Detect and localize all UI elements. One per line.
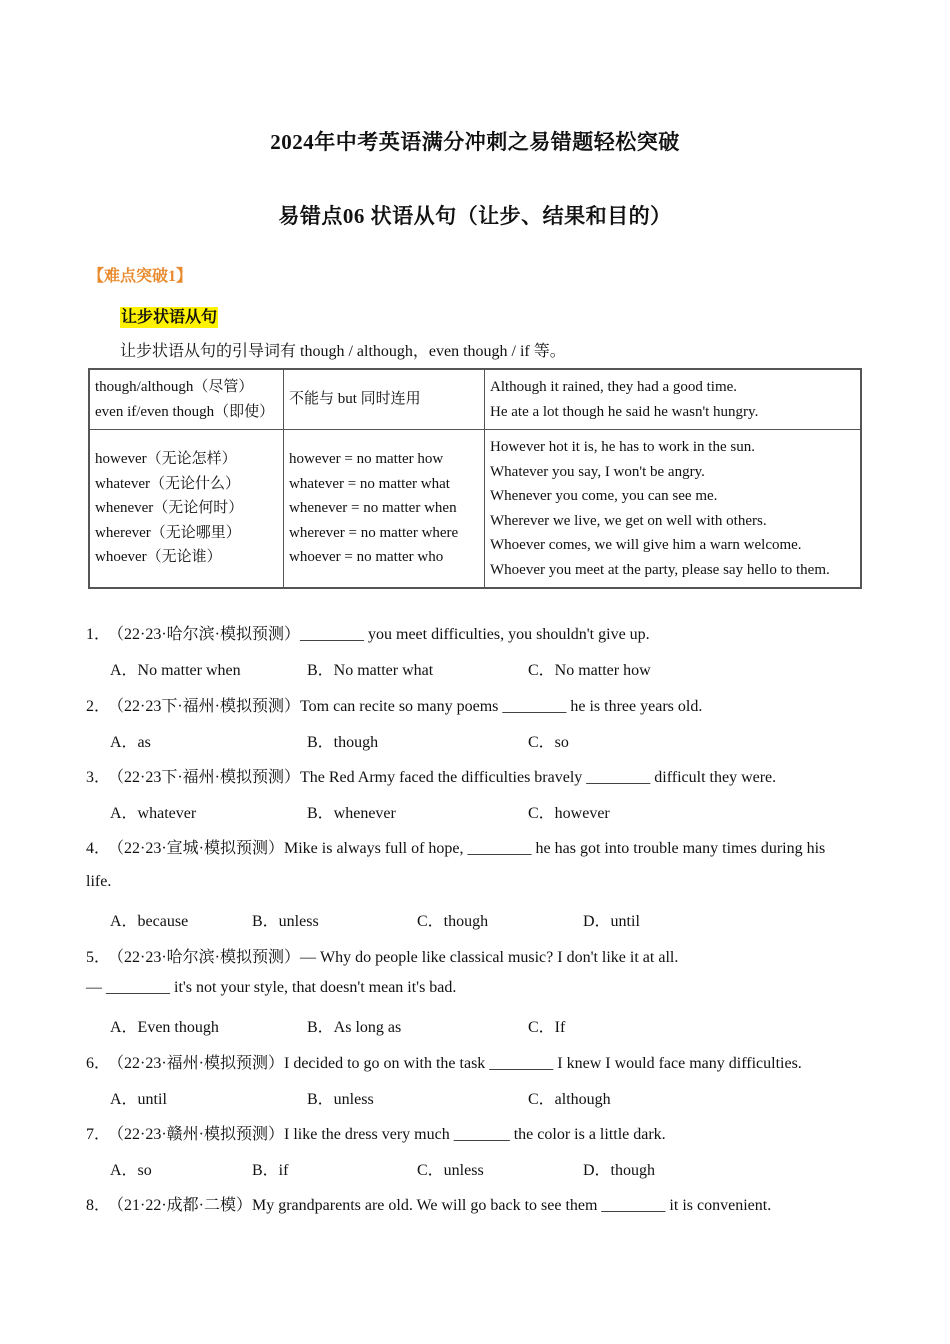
page-subtitle: 易错点06 状语从句（让步、结果和目的）	[278, 204, 672, 228]
cell-line: even if/even though（即使）	[95, 403, 275, 420]
cell-line: whoever = no matter who	[289, 549, 444, 566]
question-8	[86, 1192, 771, 1215]
table-row	[89, 430, 861, 589]
option-a[interactable]: A．No matter when	[110, 662, 241, 679]
option-a[interactable]: A．as	[110, 734, 151, 751]
question-number: 3．	[86, 769, 111, 786]
cell-line: however = no matter how	[289, 451, 444, 468]
cell-line: Whoever you meet at the party, please say hello to them.	[490, 561, 830, 578]
question-text: （22·23下·福州·模拟预测）Tom can recite so many poems ________ he is three years old.	[116, 698, 703, 715]
question-text: （22·23·赣州·模拟预测）I like the dress very much _______ the color is a little dark.	[116, 1126, 666, 1143]
cell-line: He ate a lot though he said he wasn't hungry.	[490, 403, 759, 420]
question-text: （22·23·哈尔滨·模拟预测）________ you meet difficulties, you shouldn't give up.	[116, 626, 650, 643]
question-number: 4．	[86, 840, 111, 857]
options-7	[110, 1157, 870, 1179]
question-4	[86, 835, 825, 858]
cell-line: wherever（无论哪里）	[95, 524, 241, 541]
table-cell	[284, 430, 485, 589]
option-a[interactable]: A．whatever	[110, 805, 197, 822]
question-7	[86, 1121, 666, 1144]
question-text: （22·23下·福州·模拟预测）The Red Army faced the difficulties bravely ________ difficult they were.	[116, 769, 777, 786]
option-a[interactable]: A．Even though	[110, 1019, 219, 1036]
option-c[interactable]: C．If	[528, 1019, 566, 1036]
cell-line: whatever（无论什么）	[95, 475, 240, 492]
option-b[interactable]: B．unless	[307, 1091, 374, 1108]
cell-line: Whenever you come, you can see me.	[490, 488, 718, 504]
options-3	[110, 800, 870, 822]
question-number: 7．	[86, 1126, 111, 1143]
question-text: （22·23·宣城·模拟预测）Mike is always full of hope, ________ he has got into trouble many times during his	[116, 840, 826, 857]
cell-line: whoever（无论谁）	[95, 549, 222, 566]
question-6	[86, 1050, 802, 1073]
question-3	[86, 764, 776, 787]
question-5	[86, 944, 678, 967]
subheading: 让步状语从句	[121, 309, 218, 326]
option-b[interactable]: B．whenever	[307, 805, 396, 822]
question-5-continuation: — ________ it's not your style, that doesn't mean it's bad.	[86, 979, 457, 996]
intro-text: 让步状语从句的引导词有 though / although，even though / if 等。	[120, 343, 566, 360]
cell-line: Whatever you say, I won't be angry.	[490, 463, 705, 480]
table-cell	[89, 430, 284, 589]
question-text: （22·23·哈尔滨·模拟预测）— Why do people like classical music? I don't like it at all.	[116, 949, 679, 966]
cell-line: However hot it is, he has to work in the sun.	[490, 439, 755, 455]
cell-line: however（无论怎样）	[95, 451, 237, 468]
question-number: 2．	[86, 698, 111, 715]
table-cell	[485, 430, 862, 589]
question-number: 8．	[86, 1197, 111, 1214]
question-4-continuation: life.	[86, 873, 112, 890]
option-b[interactable]: B．unless	[252, 913, 319, 930]
question-number: 5．	[86, 949, 111, 966]
section-tag: 【难点突破1】	[88, 268, 193, 285]
options-4	[110, 908, 870, 930]
table-cell	[284, 369, 485, 430]
page-title: 2024年中考英语满分冲刺之易错题轻松突破	[270, 130, 680, 154]
option-c[interactable]: C．unless	[417, 1162, 484, 1179]
table-cell	[485, 369, 862, 430]
option-b[interactable]: B．if	[252, 1162, 289, 1179]
option-a[interactable]: A．until	[110, 1091, 167, 1108]
option-b[interactable]: B．As long as	[307, 1019, 402, 1036]
option-b[interactable]: B．though	[307, 734, 379, 751]
option-a[interactable]: A．so	[110, 1162, 152, 1179]
options-6	[110, 1086, 870, 1108]
cell-line: whatever = no matter what	[289, 475, 450, 492]
question-text: （22·23·福州·模拟预测）I decided to go on with the task ________ I knew I would face many difficulties.	[116, 1055, 802, 1072]
grammar-table	[88, 368, 862, 589]
cell-line: wherever = no matter where	[289, 524, 459, 541]
cell-line: Although it rained, they had a good time.	[490, 379, 738, 395]
question-number: 1．	[86, 626, 111, 643]
table-cell	[89, 369, 284, 430]
options-5	[110, 1014, 870, 1036]
option-d[interactable]: D．though	[583, 1162, 656, 1179]
cell-line: 不能与 but 同时连用	[289, 391, 421, 408]
options-2	[110, 729, 870, 751]
cell-line: whenever = no matter when	[289, 500, 457, 517]
question-text: （21·22·成都·二模）My grandparents are old. We will go back to see them ________ it is convenient.	[116, 1197, 772, 1214]
option-c[interactable]: C．so	[528, 734, 569, 751]
option-c[interactable]: C．though	[417, 913, 489, 930]
cell-line: Wherever we live, we get on well with others.	[490, 512, 767, 529]
option-c[interactable]: C．although	[528, 1091, 611, 1108]
question-2	[86, 693, 702, 716]
option-c[interactable]: C．however	[528, 805, 610, 822]
option-a[interactable]: A．because	[110, 913, 189, 930]
table-row	[89, 369, 861, 430]
option-c[interactable]: C．No matter how	[528, 662, 651, 679]
cell-line: though/although（尽管）	[95, 379, 254, 395]
cell-line: whenever（无论何时）	[95, 500, 244, 517]
options-1	[110, 657, 870, 679]
question-1	[86, 621, 650, 644]
cell-line: Whoever comes, we will give him a warn welcome.	[490, 537, 802, 553]
option-d[interactable]: D．until	[583, 913, 640, 930]
option-b[interactable]: B．No matter what	[307, 662, 434, 679]
question-number: 6．	[86, 1055, 111, 1072]
